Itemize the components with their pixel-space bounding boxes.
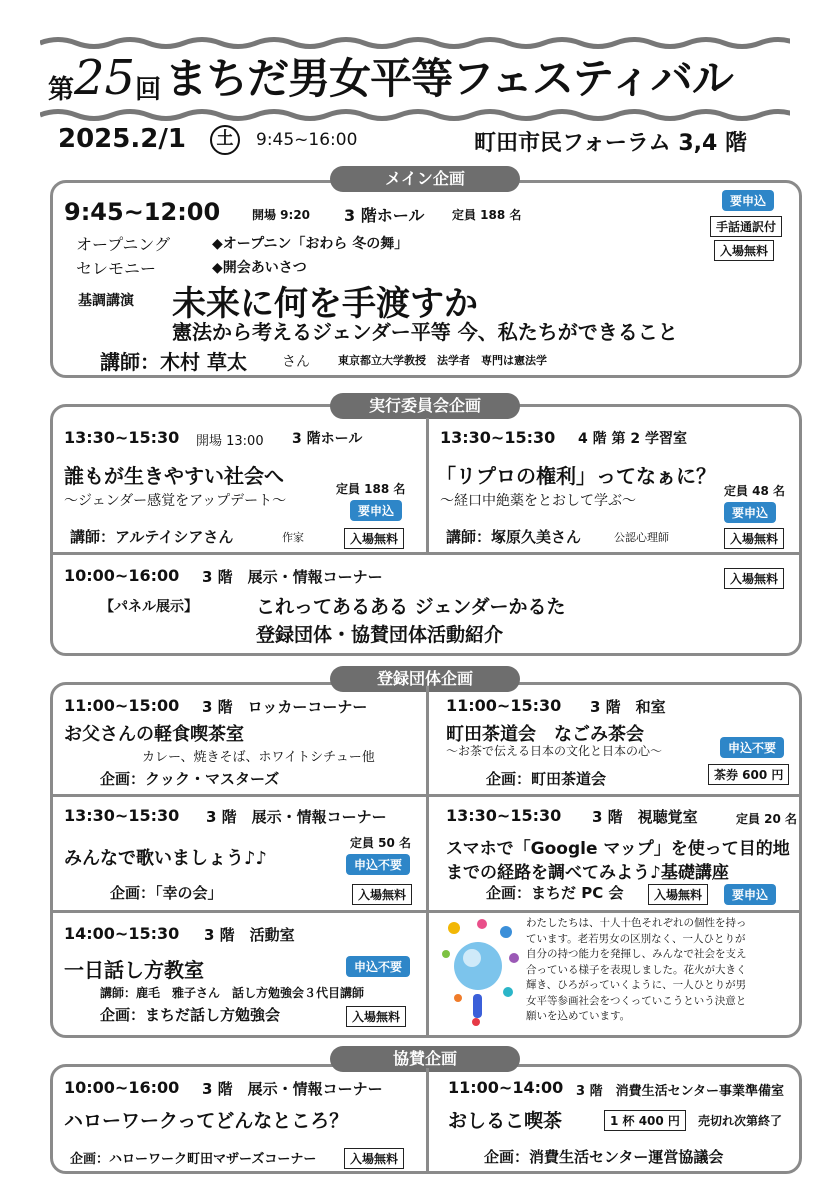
group2-time: 11:00~15:30 [446, 696, 562, 715]
sponsor-vdivider [426, 1068, 429, 1172]
group2-title: 町田茶道会 なごみ茶会 [446, 724, 644, 745]
group3-place: 3 階 展示・情報コーナー [206, 808, 387, 826]
group3-time: 13:30~15:30 [64, 806, 180, 825]
group5-time: 14:00~15:30 [64, 924, 180, 943]
committee-left-badge-apply: 要申込 [350, 500, 402, 521]
committee-right-lecturer: 講師：塚原久美さん [446, 528, 582, 546]
group2-org: 企画：町田茶道会 [486, 770, 607, 788]
main-open: 開場 9:20 [252, 208, 311, 222]
group4-capacity: 定員 20 名 [736, 812, 798, 826]
committee-left-capacity: 定員 188 名 [336, 482, 406, 496]
group6-message [526, 916, 747, 1025]
committee-vdivider [426, 418, 429, 552]
sponsor-left-org: 企画：ハローワーク町田マザーズコーナー [70, 1152, 317, 1167]
section-heading-committee: 実行委員会企画 [330, 393, 520, 419]
panel-exhibit-line2: 登録団体・協賛団体活動紹介 [256, 624, 504, 646]
group5-badge-free: 入場無料 [346, 1006, 406, 1027]
main-lecturer: 講師：木村 草太 [100, 350, 247, 374]
groups-hdivider-2 [52, 910, 800, 913]
opening-item-1: ◆オープニン「おわら 冬の舞」 [212, 236, 409, 252]
sponsor-right-time: 11:00~14:00 [448, 1078, 564, 1097]
committee-left-time: 13:30~15:30 [64, 428, 180, 447]
group4-time: 13:30~15:30 [446, 806, 562, 825]
committee-right-badge-apply: 要申込 [724, 502, 776, 523]
title-dai: 第 [48, 75, 75, 105]
group5-org: 企画：まちだ話し方勉強会 [100, 1006, 281, 1024]
committee-left-place: 3 階ホール [292, 431, 363, 447]
committee-left-open: 開場 13:00 [196, 434, 264, 449]
group3-org: 企画：「幸の会」 [110, 884, 223, 902]
sponsor-right-place: 3 階 消費生活センター事業準備室 [576, 1084, 785, 1099]
section-heading-groups: 登録団体企画 [330, 666, 520, 692]
group5-place: 3 階 活動室 [204, 926, 295, 944]
group5-title: 一日話し方教室 [64, 958, 204, 982]
fireworks-logo [436, 914, 526, 1034]
sponsor-right-note: 売切れ次第終了 [698, 1114, 783, 1128]
committee-bottom-place: 3 階 展示・情報コーナー [202, 568, 383, 586]
committee-left-badge-free: 入場無料 [344, 528, 404, 549]
committee-bottom-badge-free: 入場無料 [724, 568, 784, 589]
committee-left-title: 誰もが生きやすい社会へ [64, 464, 284, 488]
sponsor-right-title: おしるこ喫茶 [448, 1110, 563, 1132]
main-badge-sign: 手話通訳付 [710, 216, 782, 237]
main-badge-apply: 要申込 [722, 190, 774, 211]
group3-badge-free: 入場無料 [352, 884, 412, 905]
group3-title: みんなで歌いましょう♪♪ [64, 848, 267, 869]
group4-org: 企画：まちだ PC 会 [486, 884, 624, 902]
panel-exhibit-line1: これってあるある ジェンダーかるた [256, 596, 566, 618]
group1-time: 11:00~15:00 [64, 696, 180, 715]
group4-place: 3 階 視聴覚室 [592, 808, 698, 826]
committee-left-sub: ～ジェンダー感覚をアップデート～ [64, 493, 287, 509]
event-time: 9:45~16:00 [256, 130, 358, 150]
group2-sub: ～お茶で伝える日本の文化と日本の心～ [446, 744, 663, 758]
group3-badge-noapply: 申込不要 [346, 854, 410, 875]
message-line: 輝き、ひろがっていくように、一人ひとりが男 [526, 979, 747, 991]
group1-sub: カレー、焼きそば、ホワイトシチュー他 [142, 750, 375, 765]
group2-place: 3 階 和室 [590, 698, 666, 716]
message-line: 女平等参画社会をつくっていこうという決意と [526, 994, 747, 1007]
message-line: 願いを込めています。 [526, 1010, 631, 1022]
group1-org: 企画：クック・マスターズ [100, 770, 280, 788]
opening-label-2: セレモニー [76, 259, 157, 278]
keynote-title: 未来に何を手渡すか [172, 284, 478, 324]
committee-bottom-time: 10:00~16:00 [64, 566, 180, 585]
sponsor-left-time: 10:00~16:00 [64, 1078, 180, 1097]
title-main: まちだ男女平等フェスティバル [165, 54, 733, 103]
sponsor-left-place: 3 階 展示・情報コーナー [202, 1080, 383, 1098]
section-heading-main: メイン企画 [330, 166, 520, 192]
title-number: 25 [74, 50, 136, 106]
group2-badge-noapply: 申込不要 [720, 737, 784, 758]
main-capacity: 定員 188 名 [452, 208, 522, 222]
group1-title: お父さんの軽食喫茶室 [64, 724, 244, 745]
main-badge-free: 入場無料 [714, 240, 774, 261]
group4-badge-apply: 要申込 [724, 884, 776, 905]
group1-place: 3 階 ロッカーコーナー [202, 698, 368, 716]
group4-title-line2: までの経路を調べてみよう♪基礎講座 [446, 863, 729, 883]
group4-title-line1: スマホで「Google マップ」を使って目的地 [446, 839, 790, 859]
group2-badge-ticket: 茶券 600 円 [708, 764, 789, 785]
message-line: ています。老若男女の区別なく、一人ひとりが [526, 932, 746, 945]
committee-right-capacity: 定員 48 名 [724, 484, 786, 498]
wave-bottom [40, 108, 790, 122]
groups-vdivider [426, 686, 429, 1036]
keynote-label: 基調講演 [78, 293, 134, 309]
committee-right-lecturer-desc: 公認心理師 [614, 531, 669, 544]
page-title [48, 46, 733, 110]
committee-right-place: 4 階 第 2 学習室 [578, 431, 687, 447]
event-date: 2025.2/1 [58, 124, 186, 154]
opening-label-1: オープニング [76, 235, 171, 254]
groups-hdivider-1 [52, 794, 800, 797]
title-kai: 回 [135, 75, 162, 105]
weekday-badge: 土 [210, 125, 240, 155]
group4-badge-free: 入場無料 [648, 884, 708, 905]
sponsor-left-badge-free: 入場無料 [344, 1148, 404, 1169]
panel-exhibit-label: 【パネル展示】 [100, 599, 198, 615]
sponsor-left-title: ハローワークってどんなところ？ [64, 1110, 349, 1132]
committee-right-title: 「リプロの権利」ってなぁに？ [436, 464, 716, 488]
keynote-subtitle: 憲法から考えるジェンダー平等 今、私たちができること [172, 320, 678, 344]
main-lecturer-desc: 東京都立大学教授 法学者 専門は憲法学 [338, 354, 547, 367]
committee-left-lecturer-desc: 作家 [282, 531, 304, 544]
event-venue: 町田市民フォーラム 3,4 階 [474, 131, 747, 156]
committee-left-lecturer: 講師：アルテイシアさん [70, 528, 234, 546]
main-time: 9:45~12:00 [64, 198, 221, 226]
message-line: 自分の持つ能力を発揮し、みんなで社会を支え [526, 948, 747, 960]
section-heading-sponsor: 協賛企画 [330, 1046, 520, 1072]
group5-badge-noapply: 申込不要 [346, 956, 410, 977]
committee-right-badge-free: 入場無料 [724, 528, 784, 549]
committee-right-time: 13:30~15:30 [440, 428, 556, 447]
opening-item-2: ◆開会あいさつ [212, 260, 307, 276]
committee-hdivider [52, 552, 800, 555]
group5-lecturer: 講師：鹿毛 雅子さん 話し方勉強会３代目講師 [100, 986, 365, 1000]
message-line: 合っている様子を表現しました。花火が大きく [526, 963, 747, 976]
message-line: わたしたちは、十人十色それぞれの個性を持っ [526, 917, 747, 929]
committee-right-sub: ～経口中絶薬をとおして学ぶ～ [440, 493, 636, 509]
group3-capacity: 定員 50 名 [350, 836, 412, 850]
main-lecturer-san: さん [282, 354, 310, 370]
main-place: 3 階ホール [344, 206, 425, 225]
sponsor-right-price: 1 杯 400 円 [604, 1110, 686, 1131]
sponsor-right-org: 企画：消費生活センター運営協議会 [484, 1148, 724, 1166]
